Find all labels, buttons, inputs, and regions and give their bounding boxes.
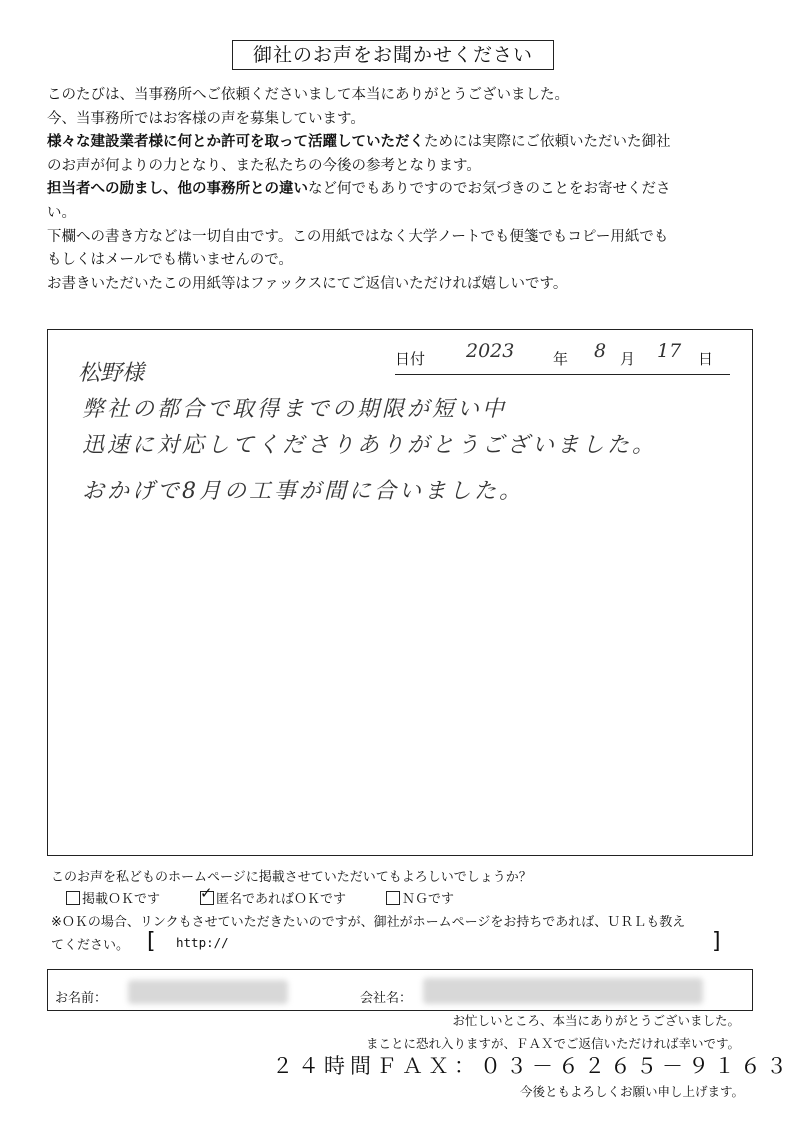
intro-line: もしくはメールでも構いませんので。 <box>47 252 293 269</box>
checkbox[interactable] <box>386 891 400 905</box>
handwritten-line: おかげで8月の工事が間に合いました。 <box>82 479 524 504</box>
intro-line: 今、当事務所ではお客様の声を募集しています。 <box>47 110 365 127</box>
intro-line: このたびは、当事務所へご依頼くださいまして本当にありがとうございました。 <box>47 87 569 103</box>
date-label: 日付 <box>395 350 426 368</box>
handwritten-salutation: 松野様 <box>78 361 145 386</box>
page-title: 御社のお声をお聞かせください <box>232 40 554 70</box>
intro-text <box>47 84 762 296</box>
date-year-label: 年 <box>553 350 569 368</box>
fax-number: ２４時間ＦＡＸ：０３－６２６５－９１６３ <box>272 1054 792 1078</box>
handwritten-line: 弊社の都合で取得までの期限が短い中 <box>82 397 508 422</box>
company-redacted <box>423 978 703 1004</box>
check-icon: ✓ <box>200 883 213 902</box>
option-ng[interactable] <box>386 888 454 907</box>
url-field[interactable]: http:// <box>176 935 229 950</box>
bracket-right: ] <box>712 929 721 954</box>
handwritten-line: 迅速に対応してくださりありがとうございました。 <box>82 433 658 458</box>
date-month: 8 <box>594 340 607 362</box>
closing-text: 今後ともよろしくお願い申し上げます。 <box>519 1084 744 1099</box>
intro-emphasis: 担当者への励まし、他の事務所との違い <box>47 181 308 198</box>
permission-question: このお声を私どものホームページに掲載させていただいてもよろしいでしょうか？ <box>51 870 532 885</box>
intro-emphasis: 様々な建設業者様に何とか許可を取って活躍していただく <box>47 134 424 151</box>
option-anonymous-ok[interactable] <box>200 883 347 907</box>
fax-request-text: まことに恐れ入りますが、ＦＡＸでご返信いただければ幸いです。 <box>365 1036 740 1051</box>
url-note: てください。 <box>51 938 130 953</box>
intro-line: お書きいただいたこの用紙等はファックスにてご返信いただければ嬉しいです。 <box>47 275 568 292</box>
intro-line: 担当者への励まし、他の事務所との違いなど何でもありですのでお気づきのことをお寄せくださ <box>47 181 671 198</box>
option-ok[interactable] <box>66 888 160 907</box>
name-redacted <box>128 980 288 1004</box>
intro-line: 様々な建設業者様に何とか許可を取って活躍していただくためには実際にご依頼いただいた御社 <box>47 134 671 151</box>
date-day: 17 <box>657 340 682 362</box>
company-label: 会社名： <box>360 991 413 1006</box>
intro-line: のお声が何よりの力となり、また私たちの今後の参考となります。 <box>47 157 481 174</box>
checkbox[interactable] <box>200 883 214 905</box>
date-day-label: 日 <box>698 350 714 368</box>
date-month-label: 月 <box>620 350 636 368</box>
thanks-text: お忙しいところ、本当にありがとうございました。 <box>452 1013 740 1028</box>
bracket-left: [ <box>147 929 156 954</box>
intro-line: い。 <box>47 204 76 221</box>
url-note: ※ＯＫの場合、リンクもさせていただきたいのですが、御社がホームページをお持ちであれば、ＵＲＬも教え <box>51 915 686 930</box>
intro-line: 下欄への書き方などは一切自由です。この用紙ではなく大学ノートでも便箋でもコピー用紙でも <box>47 228 669 245</box>
date-year: 2023 <box>466 340 515 362</box>
option-label: 匿名であればＯＫです <box>216 892 347 907</box>
name-label: お名前： <box>55 991 108 1006</box>
option-label: ＮＧです <box>402 892 455 907</box>
checkbox[interactable] <box>66 891 80 905</box>
option-label: 掲載ＯＫです <box>82 892 161 907</box>
permission-options <box>66 883 494 907</box>
